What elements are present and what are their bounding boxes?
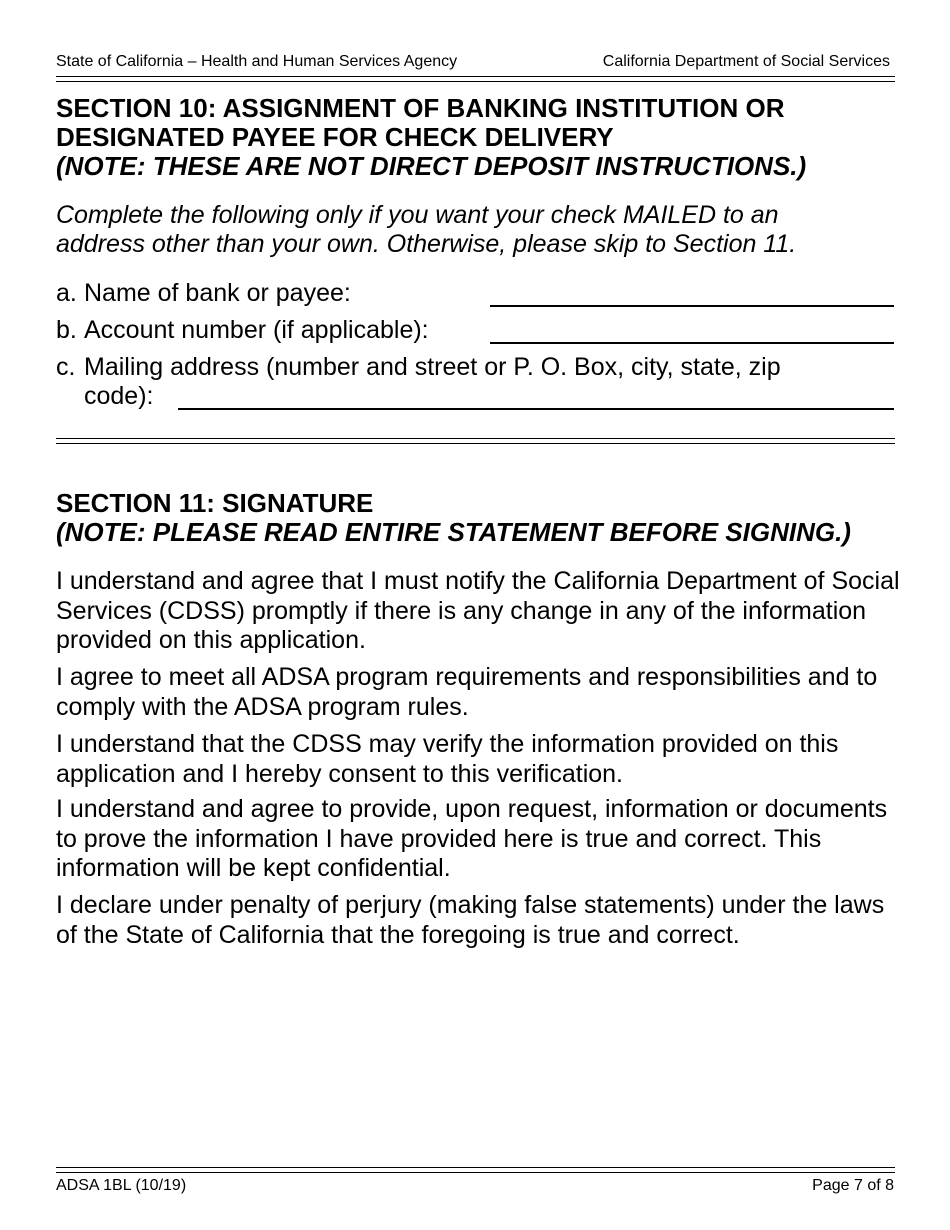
field-b-letter: b. xyxy=(56,316,77,344)
paragraph-perjury: I declare under penalty of perjury (making false statements) under the laws of the State of California that the foregoing is true and correct. xyxy=(56,891,885,949)
field-c-label-cont: code): xyxy=(84,382,154,410)
section-11-heading xyxy=(56,489,906,547)
section-10-intro xyxy=(56,201,906,259)
section-10-heading xyxy=(56,94,906,181)
footer-page-number: Page 7 of 8 xyxy=(812,1177,894,1194)
section-divider xyxy=(56,438,895,444)
paragraph-program-requirements: I agree to meet all ADSA program requirements and responsibilities and to comply with the ADSA program rules. xyxy=(56,663,878,721)
bank-name-input-line[interactable] xyxy=(490,305,894,307)
header-department: California Department of Social Services xyxy=(602,53,890,70)
footer-form-id: ADSA 1BL (10/19) xyxy=(56,1177,187,1194)
paragraph-documents: I understand and agree to provide, upon request, information or documents to prove the information I have provided here is true and correct. This information will be kept confidential. xyxy=(56,795,888,882)
section-11-note: (NOTE: PLEASE READ ENTIRE STATEMENT BEFORE SIGNING.) xyxy=(56,517,851,547)
mailing-address-input-line[interactable] xyxy=(178,408,894,410)
header-agency: State of California – Health and Human Services Agency xyxy=(56,53,458,70)
section-10-title-line2: DESIGNATED PAYEE FOR CHECK DELIVERY xyxy=(56,122,614,152)
paragraph-verification: I understand that the CDSS may verify the information provided on this application and I hereby consent to this verification. xyxy=(56,730,839,788)
account-number-input-line[interactable] xyxy=(490,342,894,344)
section-10-note: (NOTE: THESE ARE NOT DIRECT DEPOSIT INSTRUCTIONS.) xyxy=(56,151,807,181)
field-c-letter: c. xyxy=(56,353,76,381)
section-10-intro-line1: Complete the following only if you want your check MAILED to an xyxy=(56,201,779,229)
section-11-title: SECTION 11: SIGNATURE xyxy=(56,488,374,518)
footer-divider xyxy=(56,1167,895,1173)
field-a-letter: a. xyxy=(56,279,77,307)
field-a-label: Name of bank or payee: xyxy=(84,279,351,307)
field-mailing-address xyxy=(56,353,896,413)
paragraph-notify: I understand and agree that I must notify the California Department of Social Services (CDSS) promptly if there is any change in any of the information provided on this application. xyxy=(56,567,900,654)
section-10-title-line1: SECTION 10: ASSIGNMENT OF BANKING INSTITUTION OR xyxy=(56,93,785,123)
field-account-number xyxy=(56,316,896,346)
field-b-label: Account number (if applicable): xyxy=(84,316,429,344)
header-divider xyxy=(56,76,895,82)
field-bank-name xyxy=(56,279,896,309)
field-c-label: Mailing address (number and street or P. O. Box, city, state, zip xyxy=(84,353,781,381)
section-10-intro-line2: address other than your own. Otherwise, please skip to Section 11. xyxy=(56,230,797,258)
